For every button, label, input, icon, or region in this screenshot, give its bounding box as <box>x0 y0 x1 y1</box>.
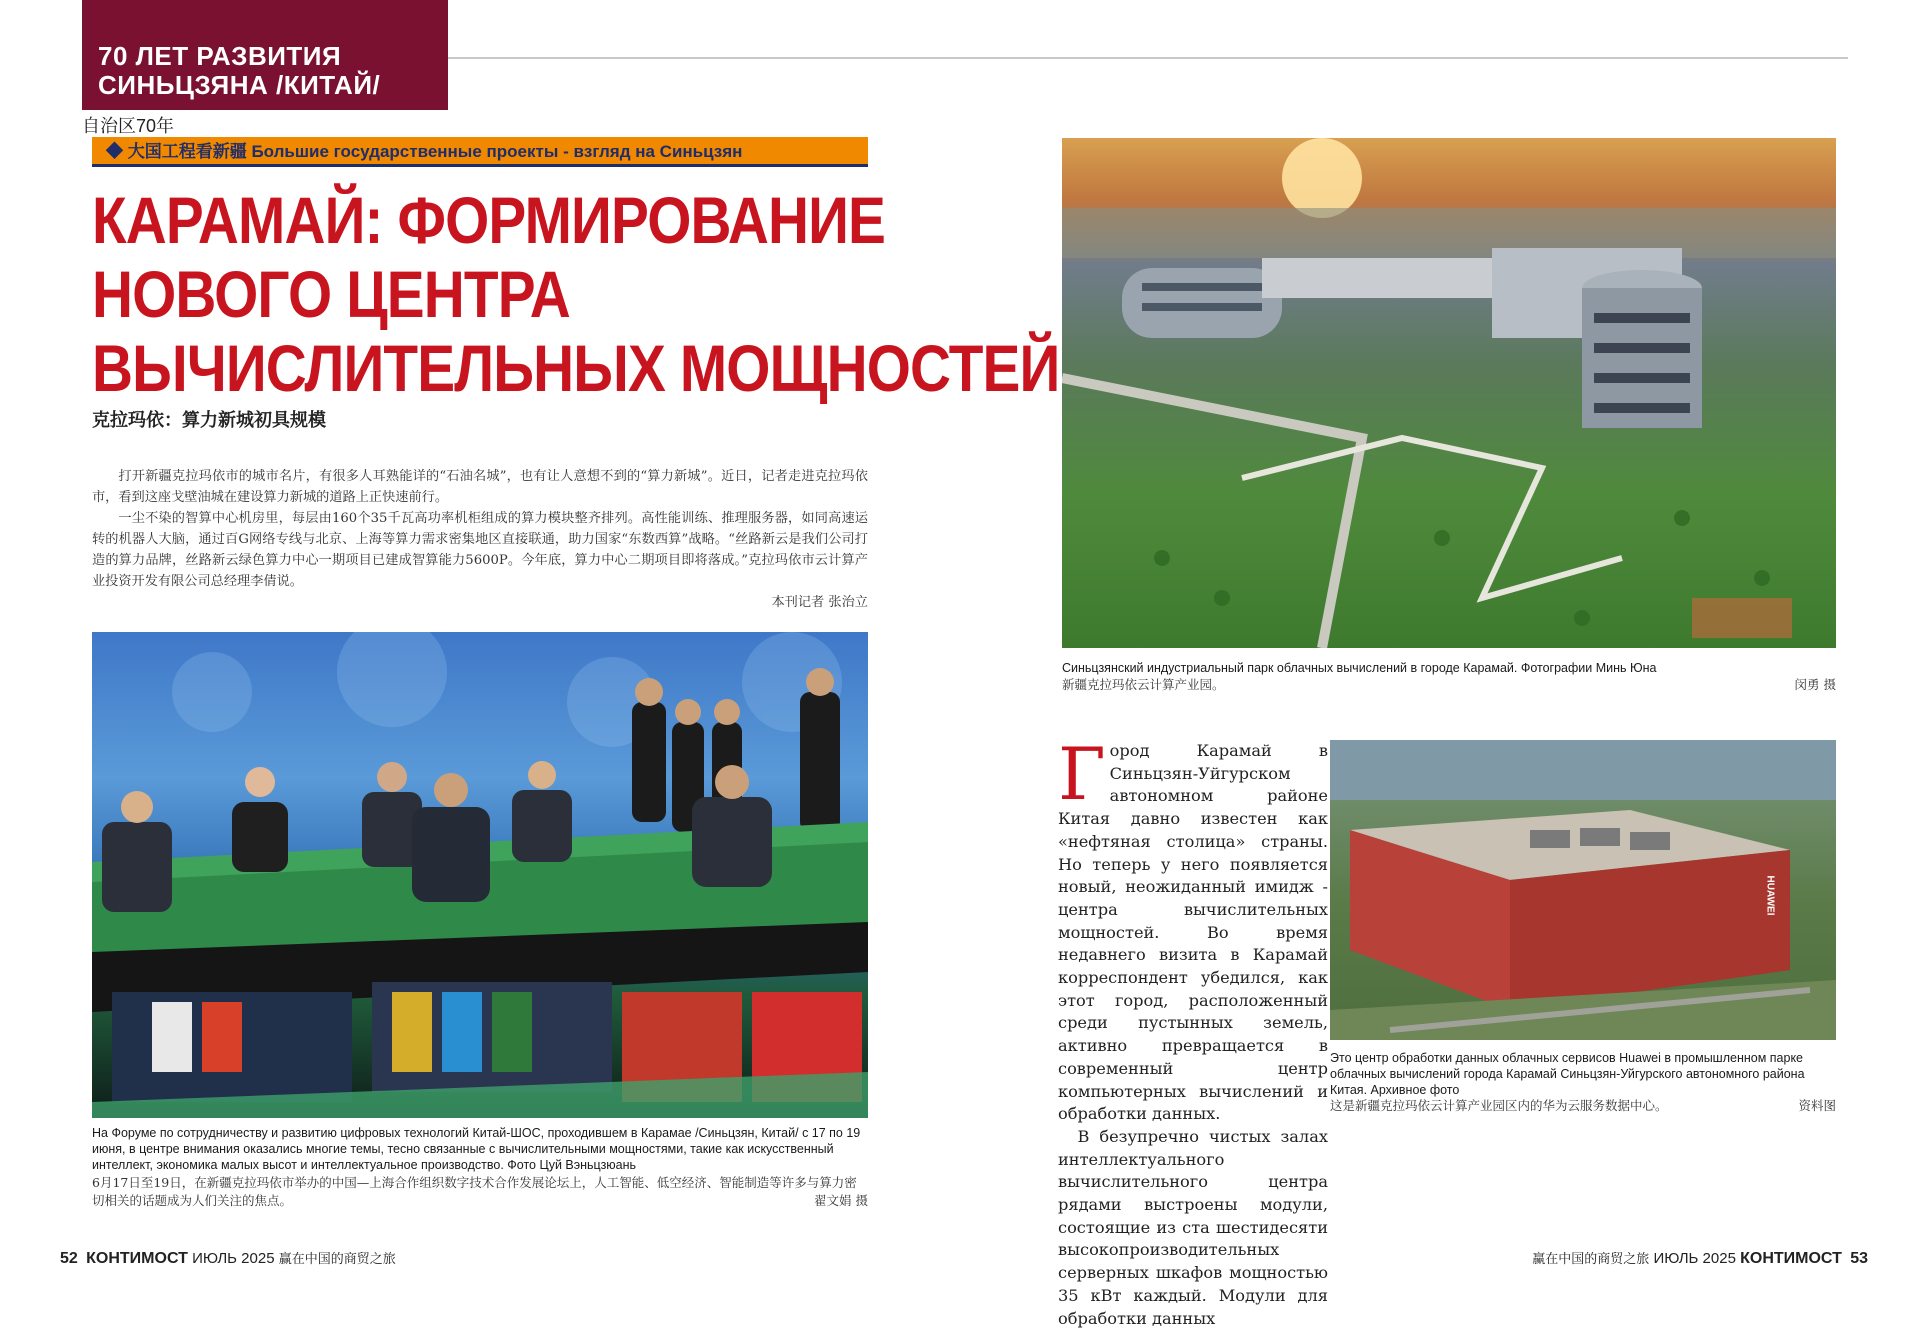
forum-photo-illustration <box>92 632 868 1118</box>
huawei-sign: HUAWEI <box>1764 875 1776 916</box>
drop-cap: Г <box>1058 732 1106 816</box>
industrial-park-illustration <box>1062 138 1836 648</box>
photo3-caption-cn: 这是新疆克拉玛依云计算产业园区内的华为云服务数据中心。 <box>1330 1098 1668 1113</box>
datacenter-illustration <box>1330 740 1836 1040</box>
footer-right <box>1532 1248 1868 1268</box>
section-title: 70 ЛЕТ РАЗВИТИЯ СИНЬЦЗЯНА /КИТАЙ/ <box>98 41 381 100</box>
brand-left: КОНТИМОСТ <box>86 1250 188 1267</box>
article-title: КАРАМАЙ: ФОРМИРОВАНИЕ НОВОГО ЦЕНТРА ВЫЧИСЛИТЕЛЬНЫХ МОЩНОСТЕЙ <box>92 183 1060 405</box>
intro-paragraph: 打开新疆克拉玛依市的城市名片，有很多人耳熟能详的“石油名城”，也有让人意想不到的“算力新城”。近日，记者走进克拉玛依市，看到这座戈壁油城在建设算力新城的道路上正快速前行。 <box>92 469 868 505</box>
body-paragraph: В безупречно чистых залах интеллектуального вычислительного центра рядами выстроены модули, состоящие из ста шестидесяти высокопроизводительных серверных шкафов мощностью 35 кВт каждый. Модули для обработки данных <box>1058 1126 1328 1328</box>
brand-right: КОНТИМОСТ <box>1740 1250 1842 1267</box>
photo3-credit: 资料图 <box>1798 1098 1836 1113</box>
body-paragraph: Город Карамай в Синьцзян-Уйгурском автономном районе Китая давно известен как «нефтяная столица» страны. Но теперь у него появляется новый, неожиданный имидж - центра вычислительных мощностей. Во время недавнего визита в Карамай корреспондент убедился, как этот город, расположенный среди пустынных земель, активно превращается в современный центр компьютерных вычислений и обработки данных. <box>1058 732 1328 1124</box>
photo1-caption-cn: 6月17日至19日，在新疆克拉玛依市举办的中国—上海合作组织数字技术合作发展论坛上，人工智能、低空经济、智能制造等许多与算力密切相关的话题成为人们关注的焦点。 <box>92 1175 857 1208</box>
intro-signature: 本刊记者 张治立 <box>771 595 868 610</box>
article-body <box>1058 732 1328 1330</box>
photo2-caption-ru: Синьцзянский индустриальный парк облачных вычислений в городе Карамай. Фотографии Минь Юна <box>1062 661 1657 675</box>
article-subtitle: 克拉玛依：算力新城初具规模 <box>92 410 326 430</box>
issue-left: ИЮЛЬ 2025 <box>192 1250 275 1267</box>
photo2-credit: 闵勇 摄 <box>1794 677 1836 692</box>
intro-text <box>92 466 868 613</box>
photo3-caption-ru: Это центр обработки данных облачных сервисов Huawei в промышленном парке облачных вычислений города Карамай Синьцзян-Уйгурского автономного района Китая. Архивное фото <box>1330 1051 1805 1097</box>
section-banner <box>82 0 448 110</box>
forum-photo <box>92 632 868 1118</box>
rubric-bar: ◆ 大国工程看新疆 Большие государственные проекты - взгляд на Синьцзян <box>92 137 868 167</box>
tagline-left: 赢在中国的商贸之旅 <box>278 1252 396 1267</box>
huawei-datacenter-photo <box>1330 740 1836 1040</box>
photo1-credit: 翟文娟 摄 <box>814 1193 868 1208</box>
footer-left <box>60 1248 396 1268</box>
page-number-right: 53 <box>1850 1250 1868 1267</box>
intro-paragraph: 一尘不染的智算中心机房里，每层由160个35千瓦高功率机柜组成的算力模块整齐排列。高性能训练、推理服务器，如同高速运转的机器人大脑，通过百G网络专线与北京、上海等算力需求密集地区直接联通，助力国家“东数西算”战略。“丝路新云是我们公司打造的算力品牌，丝路新云绿色算力中心一期项目已建成智算能力5600P。今年底，算力中心二期项目即将落成。”克拉玛依市云计算产业投资开发有限公司总经理李倩说。 <box>92 511 868 589</box>
region-label: 自治区70年 <box>82 116 175 136</box>
issue-right: ИЮЛЬ 2025 <box>1653 1250 1736 1267</box>
page-number-left: 52 <box>60 1250 78 1267</box>
photo2-caption-cn: 新疆克拉玛依云计算产业园。 <box>1062 677 1225 692</box>
tagline-right: 赢在中国的商贸之旅 <box>1532 1252 1650 1267</box>
industrial-park-photo <box>1062 138 1836 648</box>
photo1-caption-ru: На Форуме по сотрудничеству и развитию цифровых технологий Китай-ШОС, проходившем в Карамае /Синьцзян, Китай/ с 17 по 19 июня, в центре внимания оказались многие темы, тесно связанные с вычислительными мощностями, такие как искусственный интеллект, экономика малых высот и интеллектуальное производство. Фото Цуй Вэньцзюань <box>92 1126 861 1172</box>
header-rule <box>448 57 1848 59</box>
